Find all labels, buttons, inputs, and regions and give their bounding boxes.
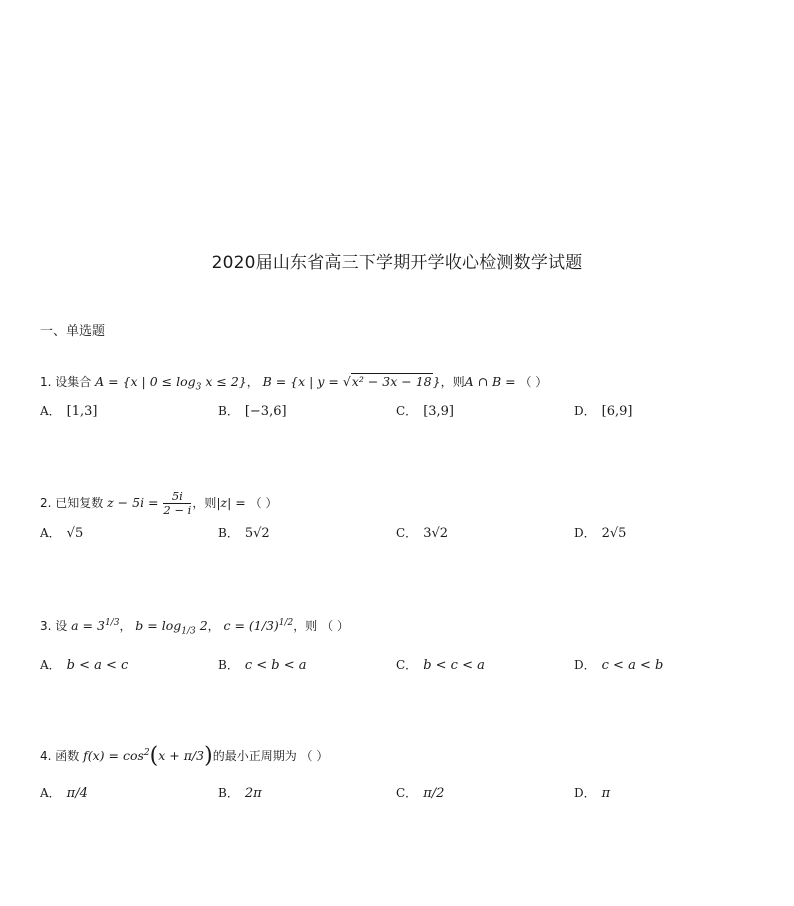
separator: ， (246, 375, 259, 389)
option-d[interactable]: D． c < a < b (574, 658, 664, 673)
option-a[interactable]: A． √5 (40, 526, 84, 541)
question-number: 3. (40, 619, 52, 633)
question-number: 4. (40, 749, 52, 763)
question-text: 设 (55, 619, 68, 633)
modulus-expression: |z| = (216, 495, 246, 510)
option-a[interactable]: A． [1,3] (40, 404, 98, 419)
question-1 (40, 372, 547, 392)
question-3-options (40, 656, 760, 680)
question-number: 1. (40, 375, 52, 389)
fraction: $\frac{5i}{2 - i}$ (163, 489, 192, 517)
question-2 (40, 490, 277, 517)
option-d[interactable]: D． [6,9] (574, 404, 633, 419)
answer-blank: （ ） (300, 749, 329, 763)
intersection-expression: A ∩ B = (464, 374, 516, 389)
option-b[interactable]: B． c < b < a (218, 658, 307, 673)
option-a[interactable]: A． π/4 (40, 786, 88, 801)
option-d[interactable]: D． 2√5 (574, 526, 627, 541)
question-text: 已知复数 (55, 496, 104, 510)
b-definition: $b = \log_{1/3} 2$ (135, 618, 208, 637)
option-c[interactable]: C． 3√2 (396, 526, 449, 541)
question-1-options (40, 402, 760, 426)
answer-blank: （ ） (249, 496, 278, 510)
question-3 (40, 616, 349, 636)
separator: ， (207, 619, 220, 633)
option-b[interactable]: B． [−3,6] (218, 404, 287, 419)
document-title: 2020届山东省高三下学期开学收心检测数学试题 (211, 253, 583, 273)
question-4 (40, 743, 329, 769)
question-number: 2. (40, 496, 52, 510)
question-text: ，则 (293, 619, 318, 633)
option-b[interactable]: B． 2π (218, 786, 262, 801)
option-b[interactable]: B． 5√2 (218, 526, 270, 541)
separator: ， (119, 619, 132, 633)
option-c[interactable]: C． [3,9] (396, 404, 455, 419)
question-2-options (40, 524, 760, 548)
function-expression: $f(x) = \cos^2(x + \pi/3)$ (83, 743, 213, 769)
set-b-expression: B = {x | y = √x² − 3x − 18} (262, 374, 441, 389)
answer-blank: （ ） (321, 619, 349, 633)
option-c[interactable]: C． π/2 (396, 786, 445, 801)
a-definition: $a = 3^{1/3}$ (71, 617, 120, 633)
section-heading: 一、单选题 (40, 324, 106, 339)
c-definition: $c = (1/3)^{1/2}$ (223, 617, 294, 633)
equation-lhs: z − 5i = (107, 495, 159, 510)
question-text: 设集合 (55, 375, 92, 389)
question-text: ，则 (192, 496, 217, 510)
question-text: 的最小正周期为 (212, 749, 297, 763)
set-a-expression: A = {x | $0 \le \log_3 x \le 2$} (95, 374, 247, 393)
answer-blank: （ ） (519, 375, 548, 389)
question-text: ，则 (440, 375, 465, 389)
option-c[interactable]: C． b < c < a (396, 658, 485, 673)
question-4-options (40, 784, 760, 808)
option-a[interactable]: A． b < a < c (40, 658, 129, 673)
option-d[interactable]: D． π (574, 786, 611, 801)
question-text: 函数 (55, 749, 80, 763)
